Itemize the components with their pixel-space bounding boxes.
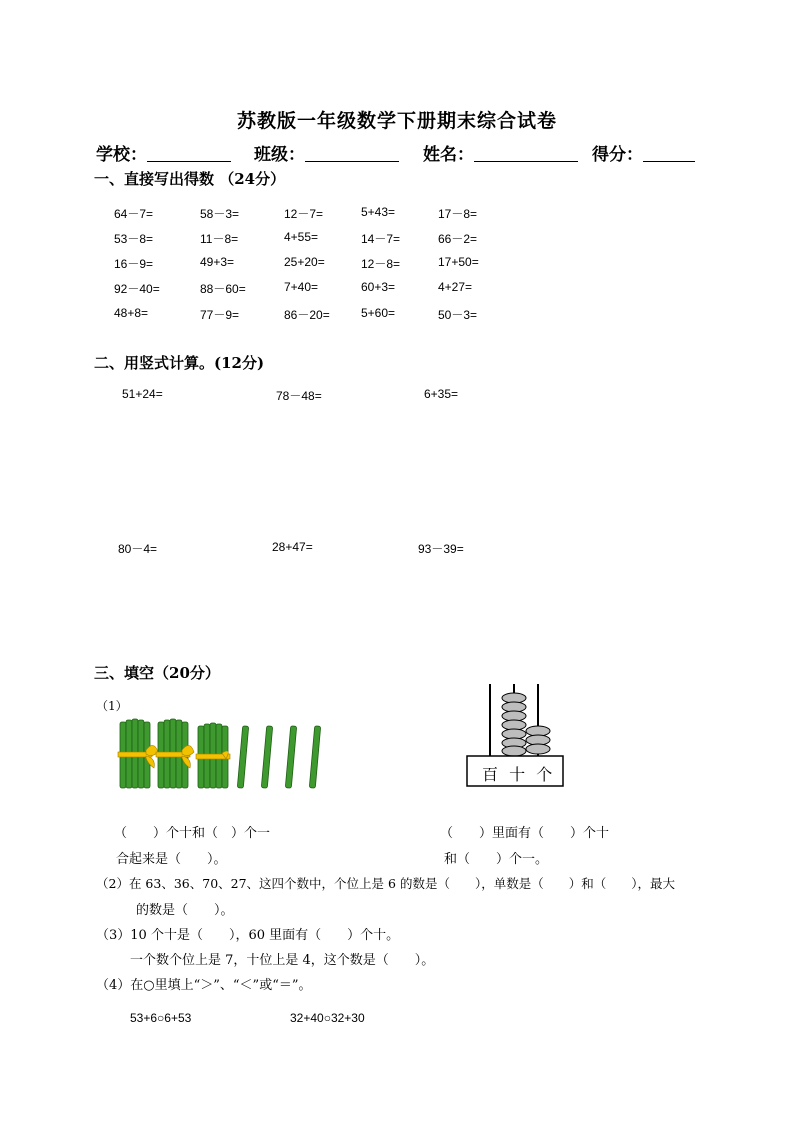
tens-rod-beads <box>502 693 526 756</box>
oral-calc-item: 5+60= <box>361 306 396 320</box>
section3-title: 三、填空（20分） <box>94 664 220 682</box>
oral-calc-item: 17－8= <box>438 207 478 221</box>
q3-line2: 一个数个位上是 7，十位上是 4，这个数是（ ）。 <box>130 953 435 968</box>
vertical-calc-item: 80－4= <box>118 542 158 556</box>
q2-line2: 的数是（ ）。 <box>136 903 234 918</box>
oral-calc-item: 66－2= <box>438 232 478 246</box>
oral-calc-item: 11－8= <box>200 232 239 246</box>
q4-item: 32+40○32+30 <box>290 1011 365 1025</box>
section1-title: 一、直接写出得数 （24分） <box>94 170 286 188</box>
q4-line1: （4）在○里填上“＞”、“＜”或“＝”。 <box>96 978 312 993</box>
stick-bundle <box>118 719 158 788</box>
oral-calc-item: 7+40= <box>284 280 319 294</box>
vertical-calc-item: 51+24= <box>122 387 163 401</box>
class-blank[interactable] <box>305 143 399 162</box>
abacus-label-ones: 个 <box>536 765 553 784</box>
oral-calc-item: 86－20= <box>284 308 330 322</box>
q4-item: 53+6○6+53 <box>130 1011 192 1025</box>
score-blank[interactable] <box>643 143 695 162</box>
q2-line1: （2）在 63、36、70、27、这四个数中，个位上是 6 的数是（ ），单数是（ ）和（ ），最大 <box>96 876 675 891</box>
school-field <box>96 140 231 165</box>
oral-calc-item: 5+43= <box>361 205 396 219</box>
ones-rod-beads <box>526 726 550 754</box>
q1-label: （1） <box>96 699 128 713</box>
q3-line1: （3）10 个十是（ ），60 里面有（ ）个十。 <box>96 928 400 943</box>
abacus-label-hundreds: 百 <box>482 765 499 784</box>
name-label: 姓名： <box>423 145 474 165</box>
oral-calc-item: 53－8= <box>114 232 154 246</box>
oral-calc-item: 12－7= <box>284 207 324 221</box>
oral-calc-item: 48+8= <box>114 306 149 320</box>
oral-calc-item: 16－9= <box>114 257 154 271</box>
oral-calc-item: 64－7= <box>114 207 154 221</box>
oral-calc-item: 17+50= <box>438 255 479 269</box>
q1-line1: （ ）个十和（ ）个一 <box>114 826 271 841</box>
oral-calc-item: 14－7= <box>361 232 401 246</box>
vertical-calc-item: 28+47= <box>272 540 313 554</box>
q1b-line2: 和（ ）个一。 <box>444 852 549 867</box>
vertical-calc-item: 93－39= <box>418 542 464 556</box>
score-label: 得分： <box>592 145 643 165</box>
school-label: 学校： <box>96 145 147 165</box>
oral-calc-item: 4+55= <box>284 230 319 244</box>
oral-calc-item: 58－3= <box>200 207 240 221</box>
vertical-calc-item: 78－48= <box>276 389 322 403</box>
stick-bundle <box>196 723 230 788</box>
school-blank[interactable] <box>147 143 231 162</box>
oral-calc-item: 77－9= <box>200 308 240 322</box>
page-title: 苏教版一年级数学下册期末综合试卷 <box>236 110 557 132</box>
oral-calc-item: 92－40= <box>114 282 160 296</box>
stick-bundles-illustration <box>116 716 326 794</box>
oral-calc-item: 25+20= <box>284 255 325 269</box>
stick-bundle <box>156 719 194 788</box>
oral-calc-item: 50－3= <box>438 308 478 322</box>
q1b-line1: （ ）里面有（ ）个十 <box>440 826 610 841</box>
class-field <box>254 140 399 165</box>
class-label: 班级： <box>254 145 305 165</box>
abacus-label-tens: 十 <box>509 765 526 784</box>
score-field <box>592 140 695 165</box>
q1-line2: 合起来是（ ）。 <box>116 852 227 867</box>
oral-calc-item: 88－60= <box>200 282 246 296</box>
name-blank[interactable] <box>474 143 578 162</box>
vertical-calc-item: 6+35= <box>424 387 459 401</box>
abacus-place-labels <box>482 762 552 785</box>
single-sticks <box>237 726 320 788</box>
oral-calc-item: 60+3= <box>361 280 396 294</box>
section2-title: 二、用竖式计算。(12分) <box>94 354 265 372</box>
name-field <box>423 140 578 165</box>
oral-calc-item: 12－8= <box>361 257 401 271</box>
oral-calc-item: 4+27= <box>438 280 473 294</box>
oral-calc-item: 49+3= <box>200 255 235 269</box>
